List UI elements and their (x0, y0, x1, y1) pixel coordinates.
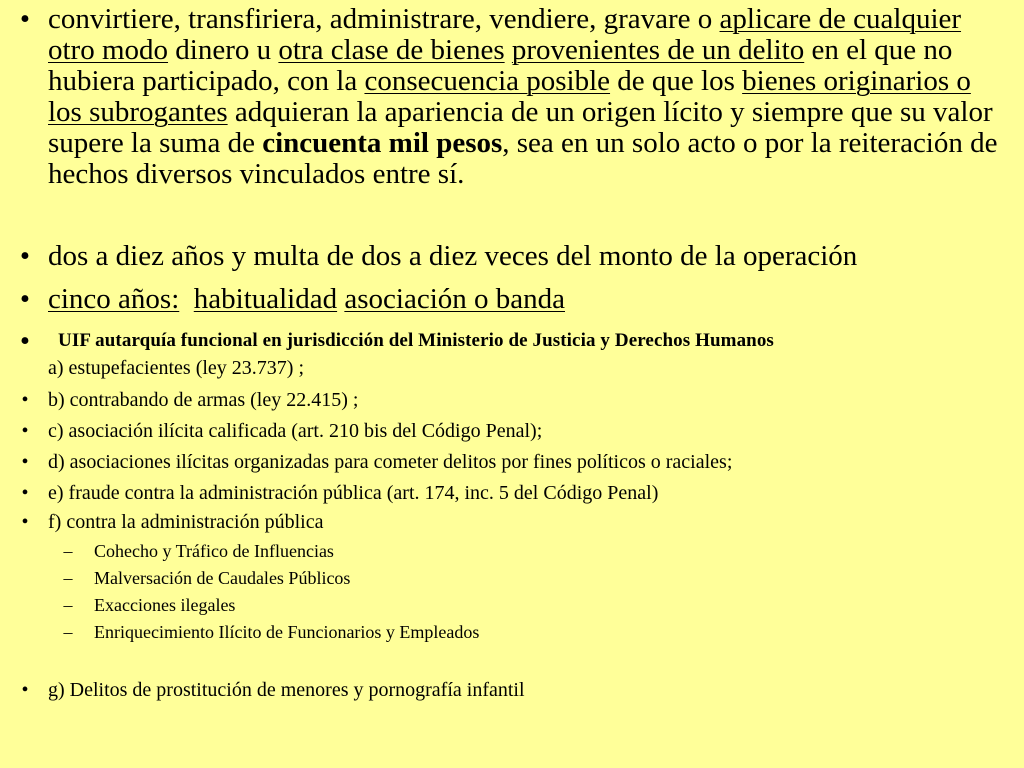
bullet-icon: • (21, 511, 29, 533)
bullet-icon: • (19, 283, 31, 315)
paragraph-2-text: dos a diez años y multa de dos a diez veces del monto de la operación (48, 240, 858, 272)
uif-heading: UIF autarquía funcional en jurisdicción del Ministerio de Justicia y Derechos Humanos (58, 330, 774, 351)
sub-list-item-text: Malversación de Caudales Públicos (94, 568, 351, 588)
bullet-icon: • (21, 420, 29, 442)
bullet-icon: • (21, 679, 29, 701)
sub-list-item-text: Exacciones ilegales (94, 595, 236, 615)
paragraph-1-text: convirtiere, transfiriera, administrare, vendiere, gravare o aplicare de cualquier otro modo dinero u otra clase de bienes provenientes de un delito en el que no hubiera participado, con la consecuencia posible de que los bienes originarios o los subrogantes adquieran la apariencia de un origen lícito y siempre que su valor supere la suma de cincuenta mil pesos, sea en un solo acto o por la reiteración de hechos diversos vinculados entre sí. (48, 3, 998, 190)
dash-icon: – (63, 541, 73, 561)
bullet-icon: • (21, 451, 29, 473)
sub-list-item-text: Enriquecimiento Ilícito de Funcionarios y Empleados (94, 622, 480, 642)
underlined-phrase: bienes originarios o los subrogantes (48, 65, 971, 128)
list-item-text: g) Delitos de prostitución de menores y pornografía infantil (48, 679, 525, 701)
sub-list-item-text: Cohecho y Tráfico de Influencias (94, 541, 334, 561)
underlined-phrase: consecuencia posible (364, 65, 611, 97)
dash-icon: – (63, 595, 73, 615)
bold-amount: cincuenta mil pesos (262, 127, 503, 159)
underlined-phrase: habitualidad (193, 283, 338, 315)
underlined-phrase: aplicare de cualquier otro modo (48, 3, 962, 66)
dash-icon: – (63, 568, 73, 588)
dash-icon: – (63, 622, 73, 642)
underlined-phrase: provenientes de un delito (511, 34, 805, 66)
list-item-text: d) asociaciones ilícitas organizadas para cometer delitos por fines políticos o raciales; (48, 451, 733, 473)
bullet-icon: • (19, 240, 31, 272)
list-item-text: f) contra la administración pública (48, 511, 324, 533)
bullet-icon: • (19, 3, 31, 35)
list-item-text: c) asociación ilícita calificada (art. 210 bis del Código Penal); (48, 420, 543, 442)
underlined-phrase: asociación o banda (344, 283, 565, 315)
bullet-icon: • (21, 482, 29, 504)
item-a: a) estupefacientes (ley 23.737) ; (48, 357, 305, 379)
list-item-text: e) fraude contra la administración pública (art. 174, inc. 5 del Código Penal) (48, 482, 659, 504)
bullet-icon: • (21, 389, 29, 411)
paragraph-3-text (48, 284, 1008, 315)
bullet-icon: • (19, 325, 31, 357)
underlined-phrase: otra clase de bienes (278, 34, 505, 66)
list-item-text: b) contrabando de armas (ley 22.415) ; (48, 389, 359, 411)
underlined-phrase: cinco años: (48, 283, 180, 315)
